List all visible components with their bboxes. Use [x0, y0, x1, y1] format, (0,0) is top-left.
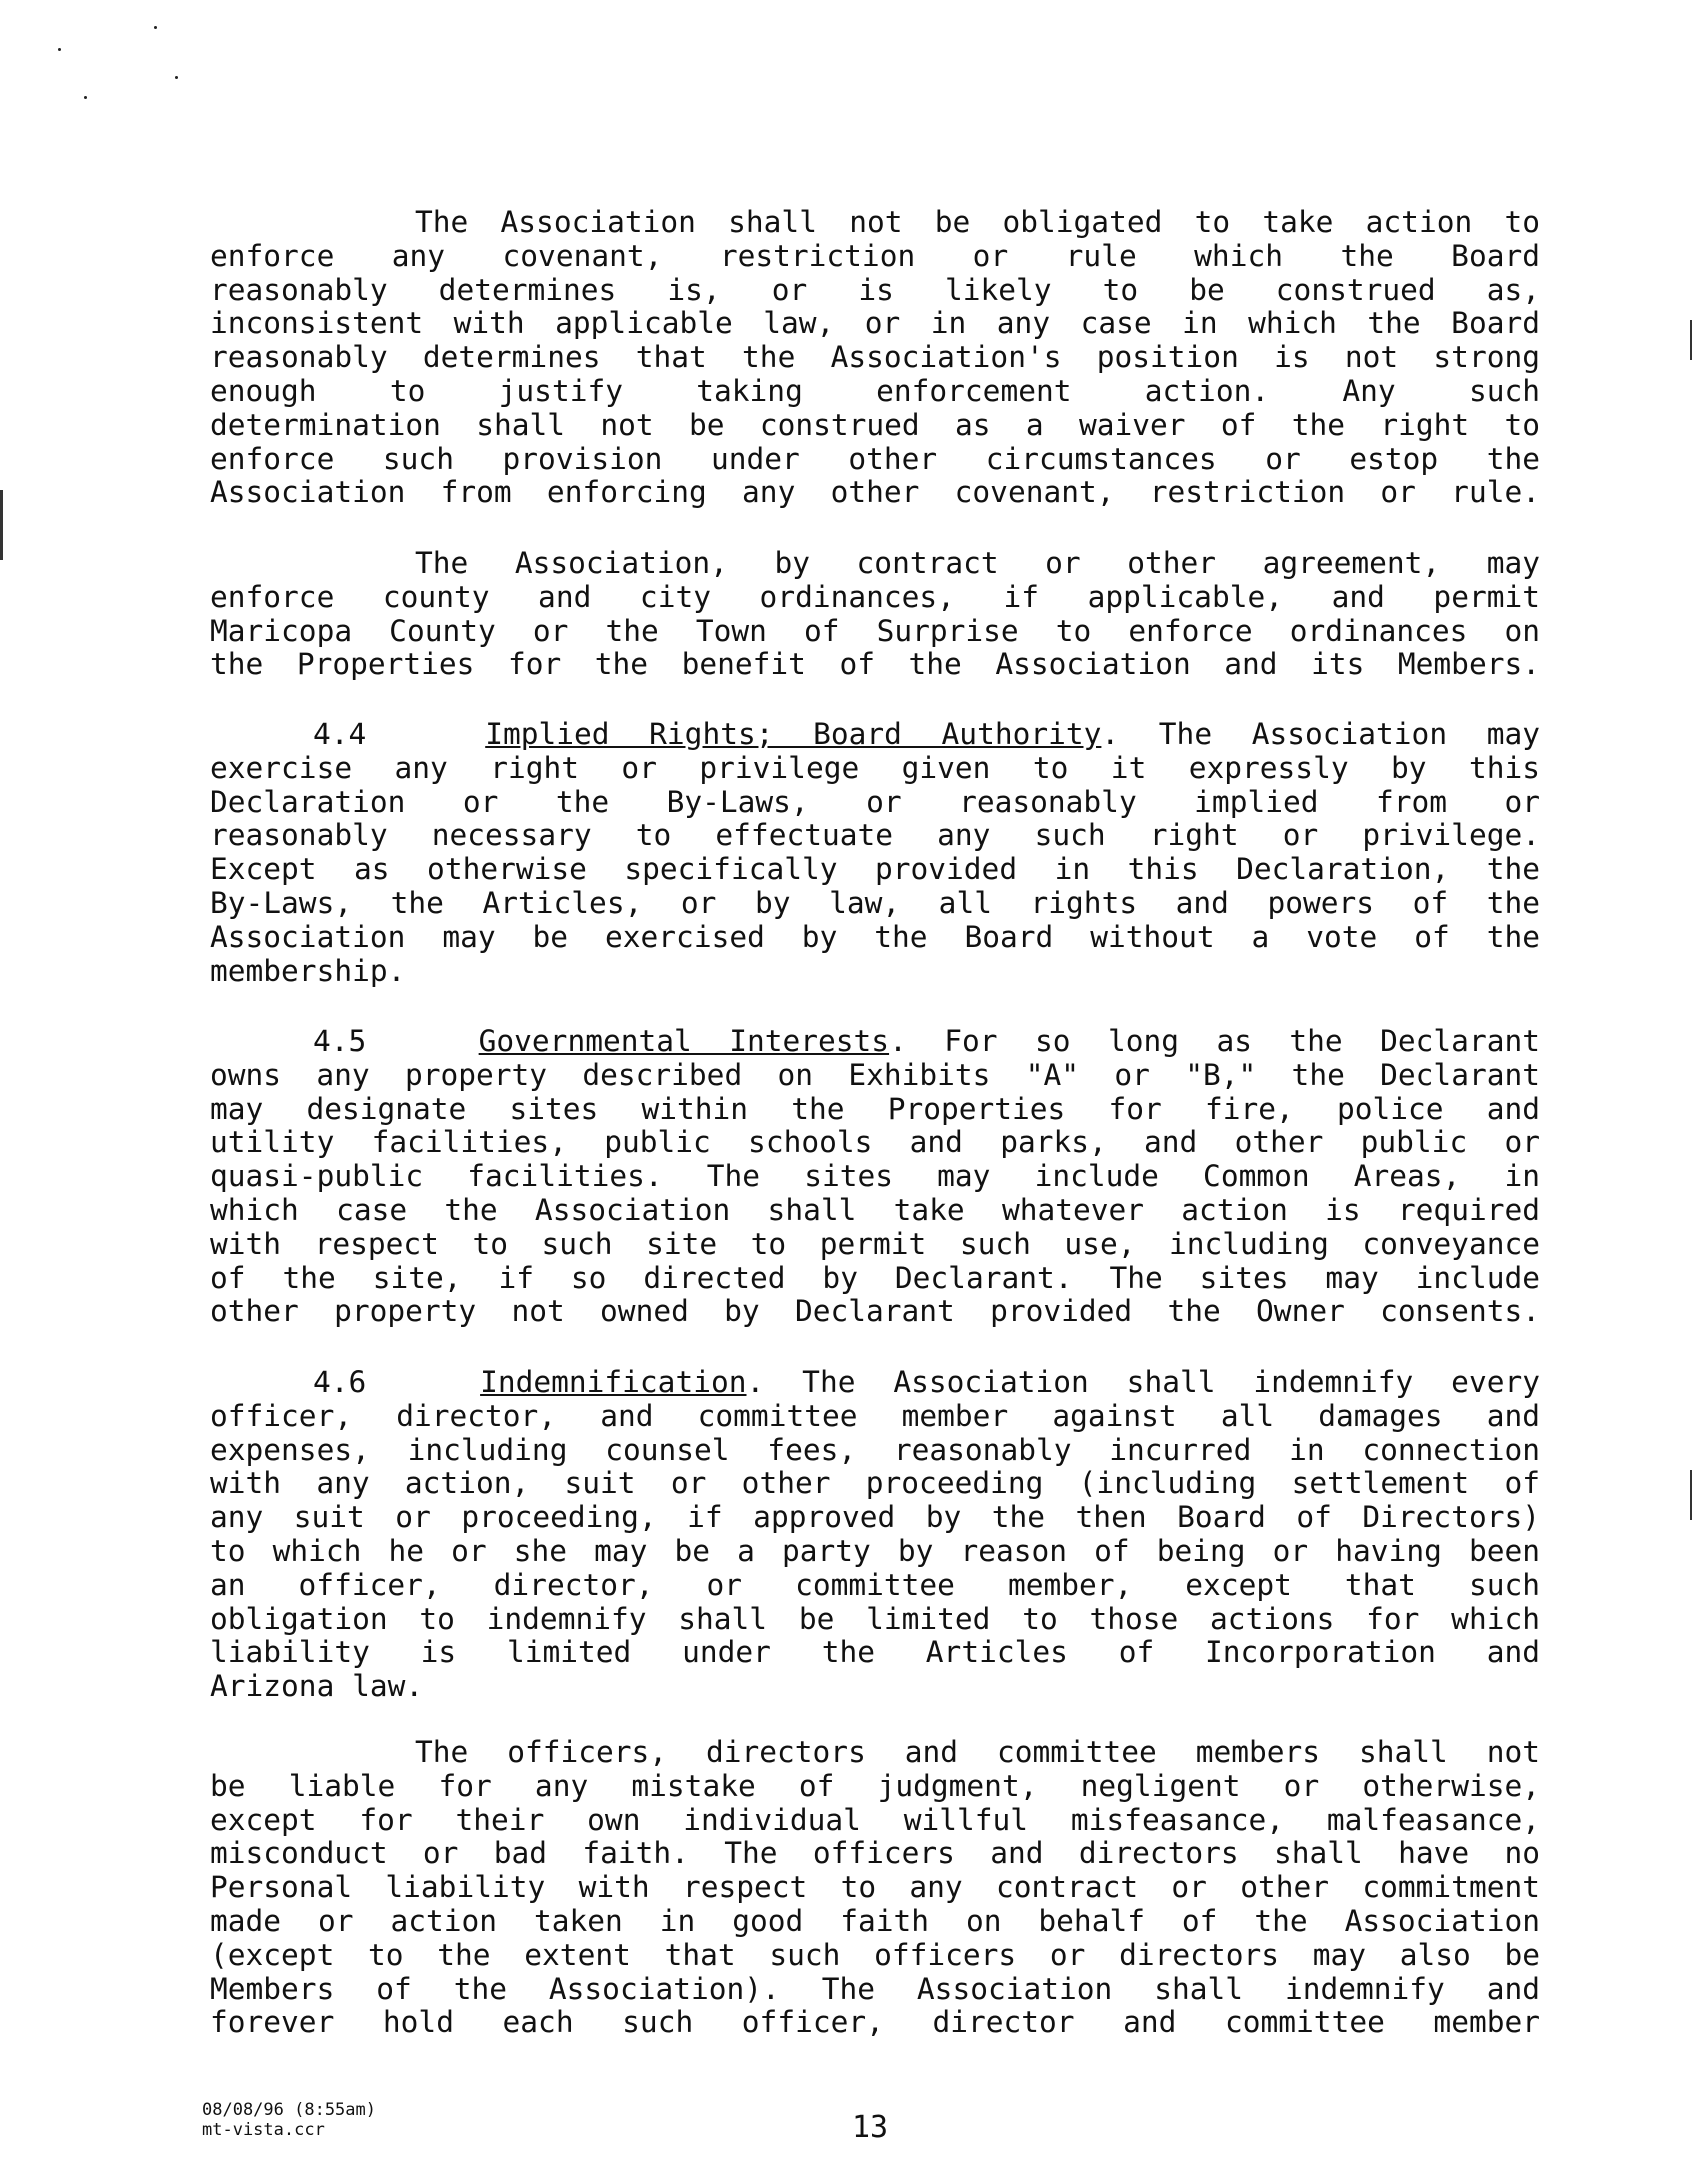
text-line: other property not owned by Declarant provided the Owner consents. — [210, 1294, 1540, 1329]
text-fragment: . The Association shall indemnify every — [746, 1365, 1540, 1399]
footer-file-info — [202, 2100, 376, 2140]
right-margin-mark — [1690, 1470, 1692, 1520]
text-line: Declaration or the By-Laws, or reasonably implied from or — [210, 784, 1540, 819]
text-line: enforce any covenant, restriction or rule which the Board — [210, 238, 1540, 273]
text-line: inconsistent with applicable law, or in any case in which the Board — [210, 306, 1540, 341]
text-line: owns any property described on Exhibits "A" or "B," the Declarant — [210, 1057, 1540, 1092]
left-margin-mark — [0, 490, 3, 560]
text-line: The officers, directors and committee members shall not — [415, 1735, 1540, 1769]
text-line: quasi-public facilities. The sites may include Common Areas, in — [210, 1159, 1540, 1194]
section-number: 4.5 — [313, 1024, 367, 1058]
text-line: membership. — [210, 953, 406, 988]
text-line: reasonably necessary to effectuate any such right or privilege. — [210, 818, 1540, 853]
section-number: 4.4 — [313, 717, 367, 751]
section-heading: Implied Rights; Board Authority — [485, 717, 1102, 751]
scan-speck — [154, 26, 157, 29]
text-line: except for their own individual willful misfeasance, malfeasance, — [210, 1802, 1540, 1837]
section-first-line — [210, 1366, 1540, 1400]
text-line: (except to the extent that such officers or directors may also be — [210, 1937, 1540, 1972]
text-line: officer, director, and committee member against all damages and — [210, 1398, 1540, 1433]
scan-speck — [84, 96, 87, 99]
text-line: obligation to indemnify shall be limited to those actions for which — [210, 1601, 1540, 1636]
right-margin-mark — [1690, 320, 1692, 360]
text-line: may designate sites within the Properties for fire, police and — [210, 1091, 1540, 1126]
text-fragment: . For so long as the Declarant — [889, 1024, 1540, 1058]
text-line: enforce such provision under other circumstances or estop the — [210, 441, 1540, 476]
scan-speck — [58, 48, 61, 51]
text-line: reasonably determines that the Association's position is not strong — [210, 340, 1540, 375]
text-line: determination shall not be construed as a waiver of the right to — [210, 407, 1540, 442]
text-line: an officer, director, or committee member, except that such — [210, 1567, 1540, 1602]
paragraph-ordinance-enforcement — [210, 547, 1540, 682]
section-4-6-indemnification — [210, 1366, 1540, 1704]
section-first-line — [210, 1025, 1540, 1059]
text-line: any suit or proceeding, if approved by the then Board of Directors) — [210, 1500, 1540, 1535]
text-line: utility facilities, public schools and parks, and other public or — [210, 1125, 1540, 1160]
text-line: forever hold each such officer, director and committee member — [210, 2005, 1540, 2040]
text-line: misconduct or bad faith. The officers and directors shall have no — [210, 1836, 1540, 1871]
text-line: Association may be exercised by the Board without a vote of the — [210, 919, 1540, 954]
text-line: liability is limited under the Articles of Incorporation and — [210, 1635, 1540, 1670]
text-line: Personal liability with respect to any contract or other commitment — [210, 1870, 1540, 1905]
text-line: reasonably determines is, or is likely to be construed as, — [210, 272, 1540, 307]
footer-filename: mt-vista.ccr — [202, 2120, 325, 2140]
text-line: Except as otherwise specifically provided in this Declaration, the — [210, 852, 1540, 887]
section-first-line — [210, 718, 1540, 752]
paragraph-officer-liability — [210, 1736, 1540, 2040]
text-line: made or action taken in good faith on behalf of the Association — [210, 1903, 1540, 1938]
text-line: the Properties for the benefit of the Association and its Members. — [210, 647, 1540, 682]
text-line: of the site, if so directed by Declarant. The sites may include — [210, 1260, 1540, 1295]
text-line: Members of the Association). The Association shall indemnify and — [210, 1971, 1540, 2006]
section-number: 4.6 — [313, 1365, 367, 1399]
section-4-5-governmental-interests — [210, 1025, 1540, 1329]
text-line: expenses, including counsel fees, reasonably incurred in connection — [210, 1432, 1540, 1467]
text-line: Arizona law. — [210, 1669, 424, 1704]
text-fragment: . The Association may — [1101, 717, 1540, 751]
page-number: 13 — [852, 2110, 889, 2145]
text-line: with respect to such site to permit such use, including conveyance — [210, 1226, 1540, 1261]
text-line: with any action, suit or other proceeding (including settlement of — [210, 1466, 1540, 1501]
section-4-4-implied-rights — [210, 718, 1540, 988]
section-heading: Indemnification — [480, 1365, 747, 1399]
text-line: which case the Association shall take whatever action is required — [210, 1192, 1540, 1227]
text-line: to which he or she may be a party by reason of being or having been — [210, 1533, 1540, 1568]
text-line: By-Laws, the Articles, or by law, all rights and powers of the — [210, 885, 1540, 920]
text-line: exercise any right or privilege given to it expressly by this — [210, 750, 1540, 785]
text-line: enforce county and city ordinances, if applicable, and permit — [210, 579, 1540, 614]
text-line: Association from enforcing any other covenant, restriction or rule. — [210, 475, 1540, 510]
footer-date: 08/08/96 (8:55am) — [202, 2100, 376, 2120]
text-line: Maricopa County or the Town of Surprise to enforce ordinances on — [210, 613, 1540, 648]
paragraph-enforcement-discretion — [210, 206, 1540, 510]
text-line: enough to justify taking enforcement action. Any such — [210, 373, 1540, 408]
text-line: be liable for any mistake of judgment, negligent or otherwise, — [210, 1768, 1540, 1803]
scan-speck — [175, 76, 178, 79]
section-heading: Governmental Interests — [478, 1024, 890, 1058]
text-line: The Association shall not be obligated to take action to — [415, 205, 1540, 239]
text-line: The Association, by contract or other agreement, may — [415, 546, 1540, 580]
